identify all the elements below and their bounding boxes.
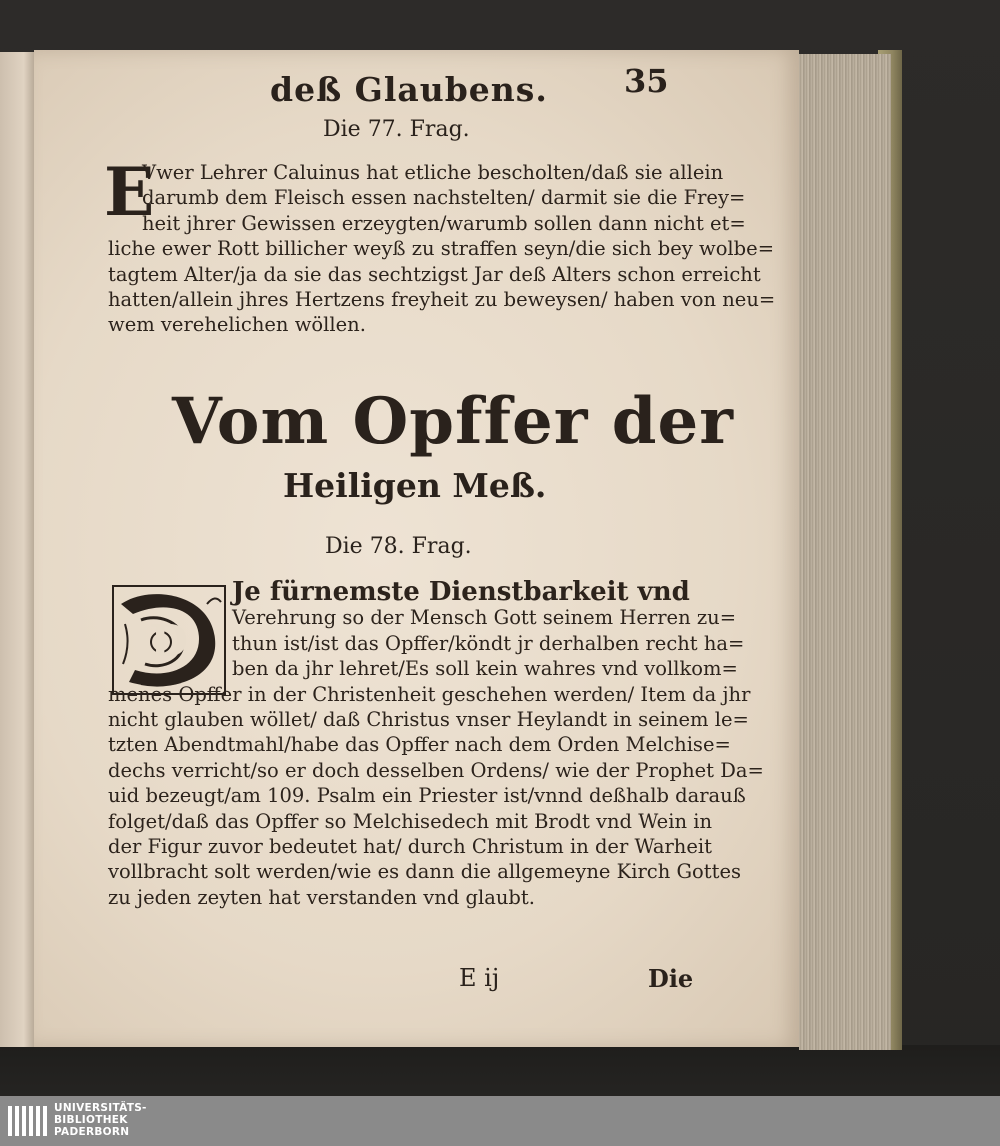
institution-line: BIBLIOTHEK bbox=[54, 1114, 128, 1126]
text-line: thun ist/ist das Opffer/köndt jr derhalben recht ha= bbox=[232, 631, 745, 655]
initial-letter-d: D bbox=[149, 616, 189, 667]
text-line: ben da jhr lehret/Es soll kein wahres vnd vollkom= bbox=[232, 657, 738, 681]
catchword: Die bbox=[648, 964, 694, 993]
scan-table-edge bbox=[0, 1045, 1000, 1096]
text-line: darumb dem Fleisch essen nachstelten/ darmit sie die Frey= bbox=[142, 186, 746, 210]
text-line: heit jhrer Gewissen erzeygten/warumb sollen dann nicht et= bbox=[142, 211, 746, 235]
text-line: hatten/allein jhres Hertzens freyheit zu beweysen/ haben von neu= bbox=[108, 288, 776, 312]
text-line: vollbracht solt werden/wie es dann die allgemeyne Kirch Gottes bbox=[108, 860, 741, 884]
section-subtitle: Heiligen Meß. bbox=[283, 466, 547, 505]
text-line: uid bezeugt/am 109. Psalm ein Priester ist/vnnd deßhalb darauß bbox=[108, 784, 746, 808]
initial-letter-e: E bbox=[104, 153, 155, 231]
question-78-label: Die 78. Frag. bbox=[325, 534, 472, 559]
library-logo-icon bbox=[6, 1102, 50, 1140]
text-line: Vwer Lehrer Caluinus hat etliche bescholten/daß sie allein bbox=[142, 161, 724, 184]
running-head: deß Glaubens. bbox=[270, 70, 548, 109]
text-line: zu jeden zeyten hat verstanden vnd glaubt. bbox=[108, 885, 535, 909]
institution-name bbox=[54, 1102, 147, 1138]
text-line: der Figur zuvor bedeutet hat/ durch Christum in der Warheit bbox=[108, 835, 712, 859]
text-line: nicht glauben wöllet/ daß Christus vnser Heylandt in seinem le= bbox=[108, 708, 749, 732]
question-77-paragraph bbox=[108, 160, 776, 338]
text-line: menes Opffer in der Christenheit geschehen werden/ Item da jhr bbox=[108, 682, 751, 706]
footer-bar bbox=[0, 1096, 1000, 1146]
institution-line: PADERBORN bbox=[54, 1126, 130, 1138]
text-line: wem verehelichen wöllen. bbox=[108, 313, 366, 337]
text-line: liche ewer Rott billicher weyß zu straffen seyn/die sich bey wolbe= bbox=[108, 237, 775, 261]
text-line: tzten Abendtmahl/habe das Opffer nach dem Orden Melchise= bbox=[108, 733, 731, 757]
page-fore-edge bbox=[799, 54, 891, 1050]
left-page-edge bbox=[0, 52, 34, 1047]
text-line: folget/daß das Opffer so Melchisedech mit Brodt vnd Wein in bbox=[108, 809, 713, 833]
page-number: 35 bbox=[624, 62, 669, 100]
text-line: dechs verricht/so er doch desselben Ordens/ wie der Prophet Da= bbox=[108, 758, 764, 782]
institution-line: UNIVERSITÄTS- bbox=[54, 1102, 147, 1114]
text-line: Verehrung so der Mensch Gott seinem Herren zu= bbox=[232, 606, 737, 630]
question-77-label: Die 77. Frag. bbox=[323, 117, 470, 142]
signature-mark: E ij bbox=[459, 964, 500, 992]
question-78-paragraph bbox=[108, 577, 764, 910]
text-line: Je fürnemste Dienstbarkeit vnd bbox=[232, 577, 690, 607]
section-title: Vom Opffer der bbox=[172, 384, 734, 459]
text-line: tagtem Alter/ja da sie das sechtzigst Jar deß Alters schon erreicht bbox=[108, 262, 761, 286]
